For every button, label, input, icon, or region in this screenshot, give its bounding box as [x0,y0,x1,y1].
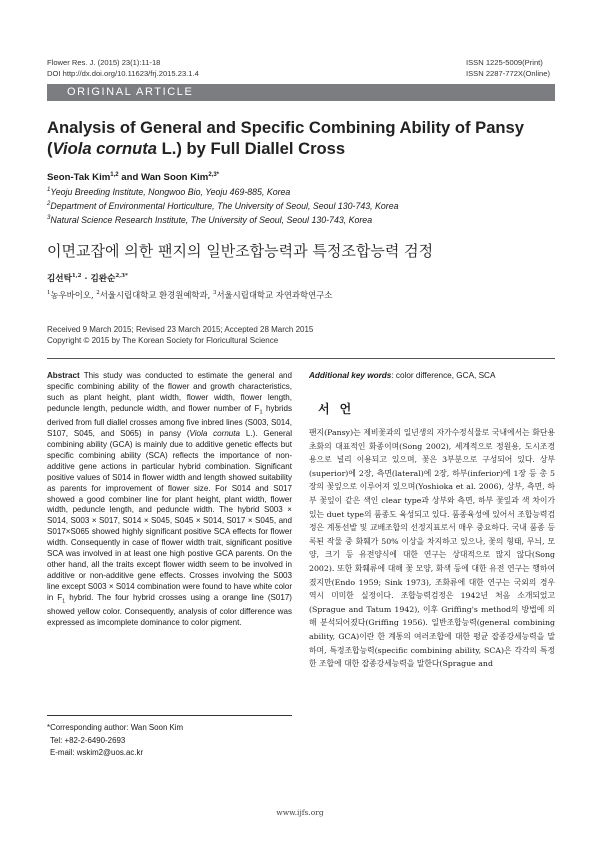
contact-email[interactable]: E-mail: wskim2@uos.ac.kr [50,748,144,757]
author-1: Seon-Tak Kim [47,172,111,184]
issn-online: ISSN 2287-772X(Online) [466,68,550,78]
title-text: Analysis of General and Specific Combining Ability of Pansy ( [47,118,525,158]
title-species: Viola cornuta [52,138,158,158]
section-heading-introduction: 서언 [318,402,362,416]
author-2: Wan Soon Kim [141,172,209,184]
article-type-label: ORIGINAL ARTICLE [67,86,194,98]
publication-dates [47,324,313,346]
affiliation-3: $^3$Natural Science Research Institute, The University of Seoul, Seoul 130-743, Korea [47,214,373,225]
issn-print: ISSN 1225-5009(Print) [466,58,543,67]
author-and: and [118,172,141,184]
copyright-notice: Copyright © 2015 by The Korean Society for Floricultural Science [47,336,279,345]
korean-title: 이면교잡에 의한 팬지의 일반조합능력과 특정조합능력 검정 [47,242,434,260]
received-dates: Received 9 March 2015; Revised 23 March 2015; Accepted 28 March 2015 [47,325,314,334]
corresponding-author: *Corresponding author: Wan Soon Kim [47,723,184,732]
contact-tel: Tel: +82-2-6490-2693 [50,735,126,745]
journal-citation: Flower Res. J. (2015) 23(1):11-18 [47,58,161,67]
keywords-label: Additional key words [309,371,392,380]
author-list [47,172,219,183]
title-text-end: L.) by Full Diallel Cross [157,138,346,158]
paper-title [47,118,557,159]
affiliation-2: $^2$Department of Environmental Horticulture, The University of Seoul, Seoul 130-743, Korea [47,200,399,211]
affiliation-list [47,184,399,226]
correspondence-block [47,715,292,760]
korean-affiliations: $^1$농우바이오, $^2$서울시립대학교 환경원예학과, $^3$서울시립대학교 자연과학연구소 [47,290,333,300]
author-1-affil: 1,2 [110,172,119,178]
issn-block [466,58,550,79]
introduction-body: 팬지(Pansy)는 제비꽃과의 일년생의 자가수정식물로 국내에서는 화단용 초화의 대표적인 화종이며(Song 2002), 세계적으로 정원용, 도시조경용으로 널리 이용되고 있으며, 꽃은 3부분으로 구성되어 있다. 상부(superior)에 2장, 측면(lateral)에 2장, 하부(inferior)에 1장 등 총 5장의 꽃잎으로 이루어져 있으며(Yoshioka et al. 2006), 상부, 측면, 하부 꽃잎이 같은 색인 clear type과 상부와 측면, 하부 꽃잎과 색 차이가 있는 duet type의 품종도 육성되고 있다. 품종육성에 있어서 조합능력검정은 계통선발 및 교배조합의 선정지표로서 매우 중요하다. 국내 품종 등록된 작물 중 화훼가 50% 이상을 차지하고 있으나, 꽃의 형태, 무늬, 모양, 크기 등 유전양식에 대한 연구는 상대적으로 많지 않다(Song 2002). 또한 화훼류에 대해 꽃 모양, 화색 등에 대한 유전 연구는 행하여졌지만(Endo 1959; Sink 1973), 조화류에 대한 연구는 국외의 경우 역시 미미한 실정이다. 조합능력검정은 1942년 처음 소개되었고(Sprague and Tatum 1942), 이후 Griffing's method의 방법에 의해 분석되어졌다(Griffing 1956). 일반조합능력(general combining ability, GCA)이란 한 계통의 여러조합에 대한 평균 잡종강세능력을 말하며, 특정조합능력(specific combining ability, SCA)은 각각의 특정한 조합에 대한 잡종강세능력을 말한다(Sprague and [309,428,555,669]
author-2-affil: 2,3* [208,172,220,178]
keywords-text: color difference, GCA, SCA [395,371,496,380]
korean-author-list: 김선탁$^{1,2}$ · 김완순$^{2,3*}$ [47,273,128,284]
doi-link[interactable]: DOI http://dx.doi.org/10.11623/frj.2015.23.1.4 [47,68,199,78]
affiliation-1: $^1$Yeoju Breeding Institute, Nongwoo Bio, Yeoju 469-885, Korea [47,186,291,197]
abstract: Abstract This study was conducted to estimate the general and specific combining ability of the flower and growth characteristics, such as plant height, plant width, flower width, flower length, peduncle length, peduncle width, and flower number of $F_1$ hybrids derived from full diallel crosses among five inbred lines (S003, S014, S107, S045, and S065) in pansy (Viola cornuta L.). General combining ability (GCA) is mainly due to additive genetic effects but specific combining ability (SCA) reflects the importance of non-additive gene actions in particular hybrid combination. Significant positive values of S014 in flower width and length showed suitability as parents for improvement of flower size. For S014 and S017 showed a good combiner line for plant height, plant width, flower width, peduncle length, and peduncle width. The hybrid S003 × S014, S003 × S017, S014 × S045, S045 × S014, S017 × S045, and S017×S065 showed highly significant positive SCA effects for flower width. Consequently in case of flower width trait, significant positive SCA was involved in at least one high postive GCA parents. On the other hand, all the traits except flower width seem to be involved in additive or non-additive gene effects. Crosses involving the S003 line except S003 × S014 combination were found to have white color in $F_1$ hybrid. The four hybrid crosses using a orange line (S017) showed yellow color. Consequently, analysis of color difference was expressed as imcomplete dominance to color pigment. [47,371,292,628]
section-divider [47,358,555,359]
footer-url[interactable]: www.ijfs.org [276,808,324,817]
article-type-banner [47,84,555,101]
abstract-label: Abstract [47,371,80,380]
journal-header [47,58,199,79]
key-words: Additional key words: color difference, GCA, SCA [309,371,496,380]
